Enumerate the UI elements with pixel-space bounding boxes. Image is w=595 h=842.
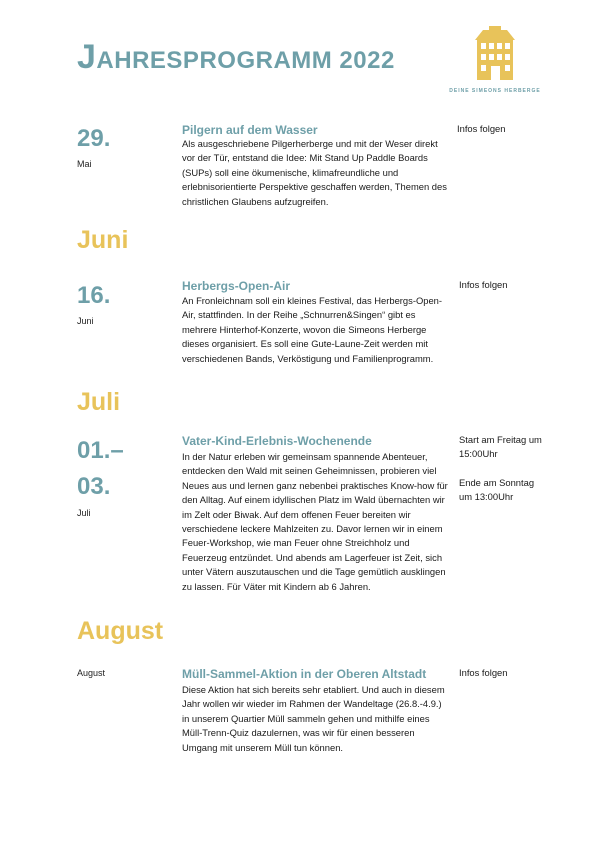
event-description: An Fronleichnam soll ein kleines Festival, das Herbergs-Open-Air, stattfinden. In der Reihe „Schnurren&Singen“ gibt es mehrere Hinterhof-Konzerte, wovon die Simeons Herberge dieses organisiert. Es soll eine Gute-Laune-Zeit werden mit verschiedenen Bands, Verköstigung und Familienprogramm. bbox=[182, 295, 443, 364]
event-date-month: Mai bbox=[77, 159, 92, 169]
event-date-end: 03. bbox=[77, 473, 111, 500]
event-date-month: Juli bbox=[77, 508, 91, 518]
event-date-month: August bbox=[77, 668, 106, 678]
event-title: Vater-Kind-Erlebnis-Wochenende bbox=[182, 434, 372, 448]
event-date-start: 01.– bbox=[77, 437, 124, 464]
event-title: Müll-Sammel-Aktion in der Oberen Altstadt bbox=[182, 667, 427, 681]
event-description: In der Natur erleben wir gemeinsam spannende Abenteuer, entdecken den Wald mit seinen Geheimnissen, probieren viel Neues aus und lernen ganz nebenbei praktisches Know-how für den Alltag. Auf einem idyllischen Platz im Wald übernachten wir im Zelt oder Biwak. Auf dem offenen Feuer bereiten wir verschiedene leckere Mahlzeiten zu. Davor lernen wir in einem Feuer-Workshop, wie man Feuer ohne Streichholz und Feuerzeug entzündet. Und abends am Lagerfeuer ist Zeit, sich unter Vätern auszutauschen und die Tage gemütlich ausklingen zu lassen. Für Väter mit Kindern ab 6 Jahren. bbox=[182, 451, 448, 592]
event-info-start-line2: 15:00Uhr bbox=[459, 448, 498, 459]
month-heading-august: August bbox=[77, 617, 164, 645]
event-info-end-line1: Ende am Sonntag bbox=[459, 477, 535, 488]
month-heading-juli: Juli bbox=[77, 388, 121, 416]
event-date-month: Juni bbox=[77, 316, 94, 326]
event-info: Infos folgen bbox=[459, 667, 508, 678]
event-info-start bbox=[459, 433, 542, 461]
page-title-rest: AHRESPROGRAMM 2022 bbox=[96, 47, 395, 74]
event-description: Diese Aktion hat sich bereits sehr etabliert. Und auch in diesem Jahr wollen wir wieder im Rahmen der Wandeltage (26.8.-4.9.) in unserem Quartier Müll sammeln gehen und mithilfe eines Müll-Trenn-Quiz dazulernen, was wir für einen besseren Umgang mit unserem Müll tun können. bbox=[182, 684, 445, 753]
month-heading-juni: Juni bbox=[77, 226, 129, 254]
building-icon bbox=[469, 26, 521, 82]
event-info-end-line2: um 13:00Uhr bbox=[459, 491, 514, 502]
event-title: Pilgern auf dem Wasser bbox=[182, 123, 318, 137]
event-description: Als ausgeschriebene Pilgerherberge und mit der Weser direkt vor der Tür, entstand die Idee: Mit Stand Up Paddle Boards (SUPs) soll eine ökumenische, klimafreundliche und erlebnisorientierte Perspektive geschaffen werden, Themen des christlichen Glaubens aufzugreifen. bbox=[182, 138, 447, 207]
event-date: 16. bbox=[77, 282, 111, 309]
event-info: Infos folgen bbox=[457, 123, 506, 134]
logo-text: DEINE SIMEONS HERBERGE bbox=[449, 88, 541, 94]
logo bbox=[445, 26, 545, 98]
event-title: Herbergs-Open-Air bbox=[182, 279, 291, 293]
event-date: 29. bbox=[77, 125, 111, 152]
event-info-end bbox=[459, 476, 534, 504]
page-title-initial: J bbox=[77, 38, 97, 76]
event-info-start-line1: Start am Freitag um bbox=[459, 434, 542, 445]
event-info: Infos folgen bbox=[459, 279, 508, 290]
page-title bbox=[77, 38, 395, 77]
